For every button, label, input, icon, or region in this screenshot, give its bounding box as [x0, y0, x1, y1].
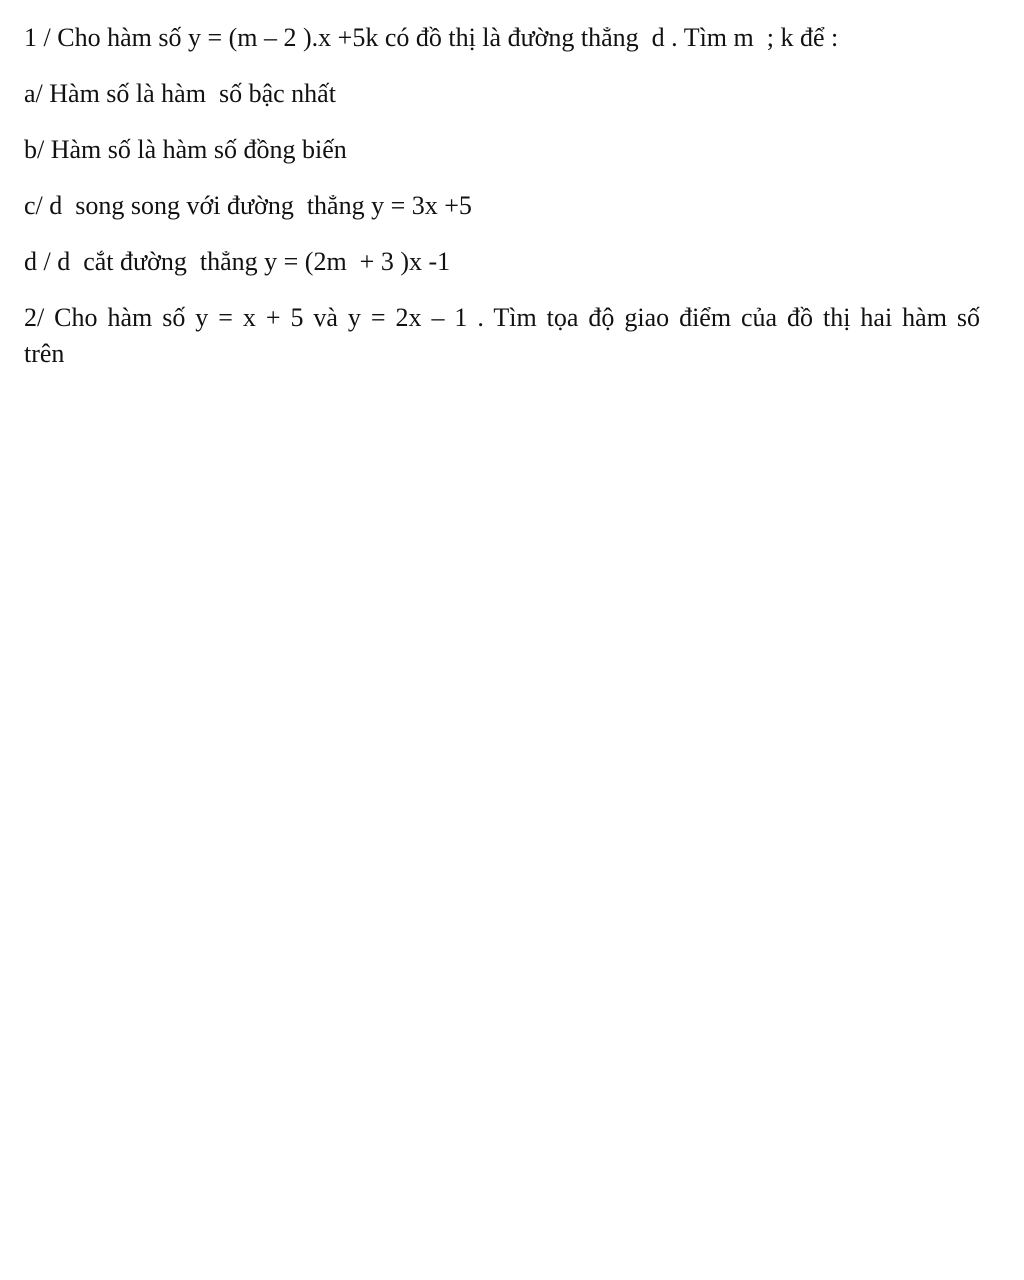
- problem-2-line-1: 2/ Cho hàm số y = x + 5 và y = 2x – 1 . Tìm tọa độ giao điểm của đồ thị hai hàm số: [24, 303, 980, 332]
- problem-1-part-c: c/ d song song với đường thẳng y = 3x +5: [24, 191, 472, 220]
- problem-1-part-d: d / d cắt đường thẳng y = (2m + 3 )x -1: [24, 247, 451, 276]
- problem-2-line-2: trên: [24, 339, 65, 368]
- problem-2-statement: [24, 300, 980, 372]
- problem-1-part-b: b/ Hàm số là hàm số đồng biến: [24, 135, 347, 164]
- problem-1-part-a: a/ Hàm số là hàm số bậc nhất: [24, 79, 336, 108]
- problem-1-statement: 1 / Cho hàm số y = (m – 2 ).x +5k có đồ thị là đường thẳng d . Tìm m ; k để :: [24, 23, 839, 52]
